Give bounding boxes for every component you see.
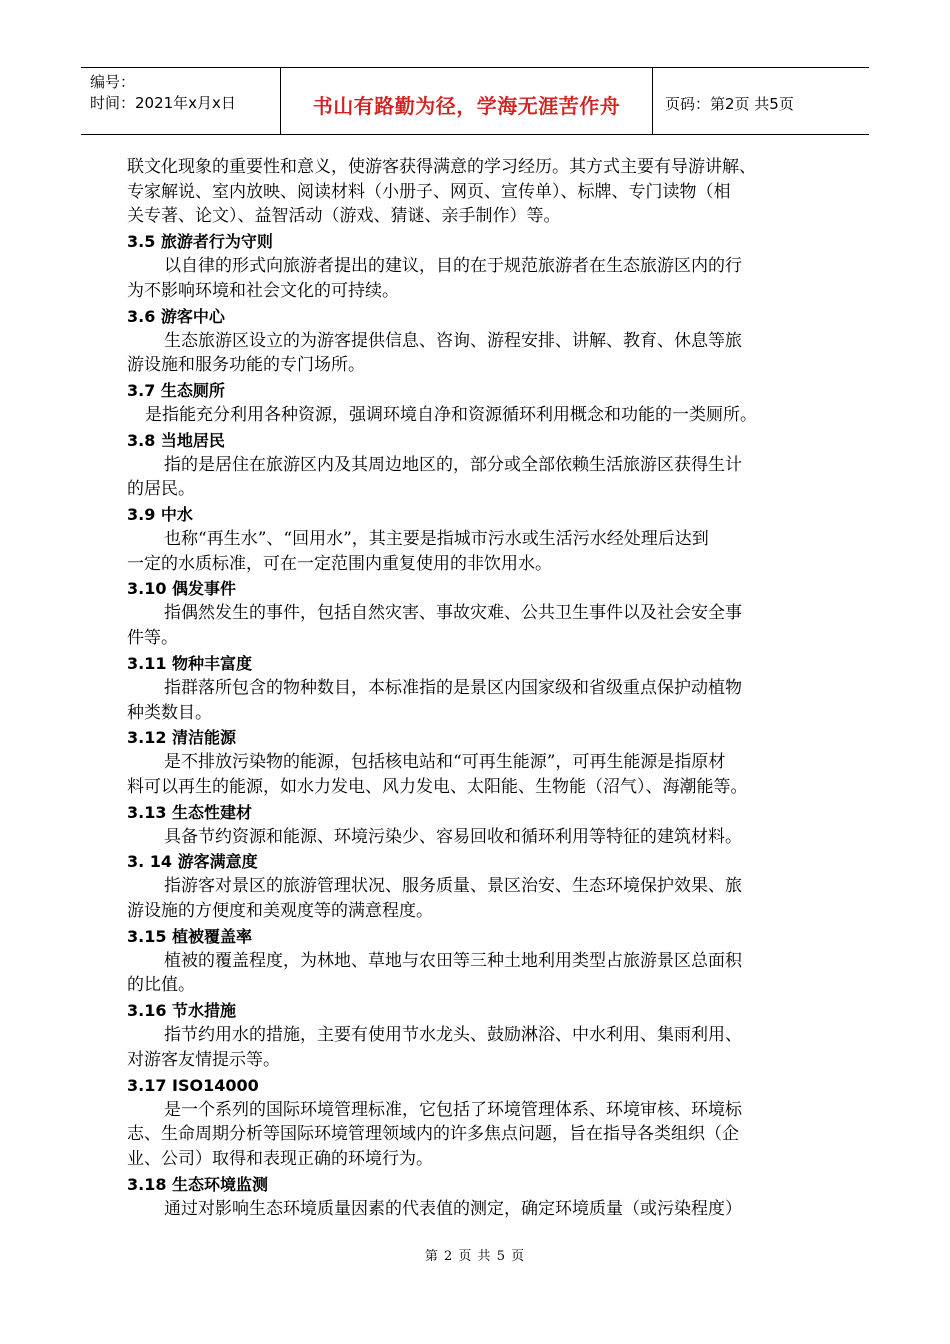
paragraph-line: 业、公司）取得和表现正确的环境行为。 xyxy=(127,1148,433,1169)
term-heading: 3.8 当地居民 xyxy=(127,430,225,450)
paragraph-line: 游设施和服务功能的专门场所。 xyxy=(127,355,365,376)
document-time: 时间：2021年x月x日 xyxy=(90,94,236,112)
paragraph-line: 是不排放污染物的能源，包括核电站和“可再生能源”，可再生能源是指原材 xyxy=(164,752,726,773)
term-heading: 3. 14 游客满意度 xyxy=(127,852,258,872)
header-meta xyxy=(81,68,281,134)
paragraph-line: 指偶然发生的事件，包括自然灾害、事故灾难、公共卫生事件以及社会安全事 xyxy=(164,603,742,624)
paragraph-line: 也称“再生水”、“回用水”，其主要是指城市污水或生活污水经处理后达到 xyxy=(164,529,709,550)
paragraph-line: 件等。 xyxy=(127,628,178,649)
paragraph-line: 对游客友情提示等。 xyxy=(127,1049,280,1070)
term-heading: 3.11 物种丰富度 xyxy=(127,653,253,673)
term-heading: 3.10 偶发事件 xyxy=(127,579,237,599)
paragraph-line: 生态旅游区设立的为游客提供信息、咨询、游程安排、讲解、教育、休息等旅 xyxy=(164,330,742,351)
term-heading: 3.15 植被覆盖率 xyxy=(127,926,253,946)
paragraph-line: 料可以再生的能源，如水力发电、风力发电、太阳能、生物能（沼气）、海潮能等。 xyxy=(127,776,748,797)
term-heading: 3.5 旅游者行为守则 xyxy=(127,232,273,252)
paragraph-line: 指节约用水的措施，主要有使用节水龙头、鼓励淋浴、中水利用、集雨利用、 xyxy=(164,1025,742,1046)
term-heading: 3.13 生态性建材 xyxy=(127,802,253,822)
term-heading: 3.6 游客中心 xyxy=(127,306,225,326)
document-code-label: 编号： xyxy=(90,73,136,91)
paragraph-line: 关专著、论文）、益智活动（游戏、猜谜、亲手制作）等。 xyxy=(127,206,561,227)
paragraph-line: 指游客对景区的旅游管理状况、服务质量、景区治安、生态环境保护效果、旅 xyxy=(164,876,742,897)
paragraph-line: 是指能充分利用各种资源，强调环境自净和资源循环利用概念和功能的一类厕所。 xyxy=(145,404,757,425)
paragraph-line: 专家解说、室内放映、阅读材料（小册子、网页、宣传单）、标牌、专门读物（相 xyxy=(127,181,731,202)
term-heading: 3.16 节水措施 xyxy=(127,1001,237,1021)
header-page-info: 页码：第2页 共5页 xyxy=(665,94,794,113)
paragraph-line: 的比值。 xyxy=(127,975,195,996)
paragraph-line: 种类数目。 xyxy=(127,702,212,723)
header-motto: 书山有路勤为径，学海无涯苦作舟 xyxy=(281,68,653,134)
paragraph-line: 是一个系列的国际环境管理标准，它包括了环境管理体系、环境审核、环境标 xyxy=(164,1099,742,1120)
term-heading: 3.17 ISO14000 xyxy=(127,1075,259,1095)
paragraph-line: 指的是居住在旅游区内及其周边地区的，部分或全部依赖生活旅游区获得生计 xyxy=(164,454,742,475)
paragraph-line: 一定的水质标准，可在一定范围内重复使用的非饮用水。 xyxy=(127,553,552,574)
paragraph-line: 的居民。 xyxy=(127,479,195,500)
term-heading: 3.9 中水 xyxy=(127,505,193,525)
document-body xyxy=(127,155,827,1221)
paragraph-line: 通过对影响生态环境质量因素的代表值的测定，确定环境质量（或污染程度） xyxy=(164,1198,742,1219)
paragraph-line: 为不影响环境和社会文化的可持续。 xyxy=(127,280,399,301)
paragraph-line: 以自律的形式向旅游者提出的建议，目的在于规范旅游者在生态旅游区内的行 xyxy=(164,256,742,277)
page-header xyxy=(81,67,869,135)
paragraph-line: 联文化现象的重要性和意义，使游客获得满意的学习经历。其方式主要有导游讲解、 xyxy=(127,157,756,177)
paragraph-line: 游设施的方便度和美观度等的满意程度。 xyxy=(127,901,433,922)
term-heading: 3.12 清洁能源 xyxy=(127,728,237,748)
page-footer: 第 2 页 共 5 页 xyxy=(424,1249,526,1264)
paragraph-line: 指群落所包含的物种数目，本标准指的是景区内国家级和省级重点保护动植物 xyxy=(164,677,742,698)
paragraph-line: 植被的覆盖程度，为林地、草地与农田等三种土地利用类型占旅游景区总面积 xyxy=(164,950,742,971)
term-heading: 3.18 生态环境监测 xyxy=(127,1174,269,1194)
paragraph-line: 具备节约资源和能源、环境污染少、容易回收和循环利用等特征的建筑材料。 xyxy=(164,826,742,847)
term-heading: 3.7 生态厕所 xyxy=(127,380,225,400)
paragraph-line: 志、生命周期分析等国际环境管理领域内的许多焦点问题，旨在指导各类组织（企 xyxy=(127,1124,739,1145)
